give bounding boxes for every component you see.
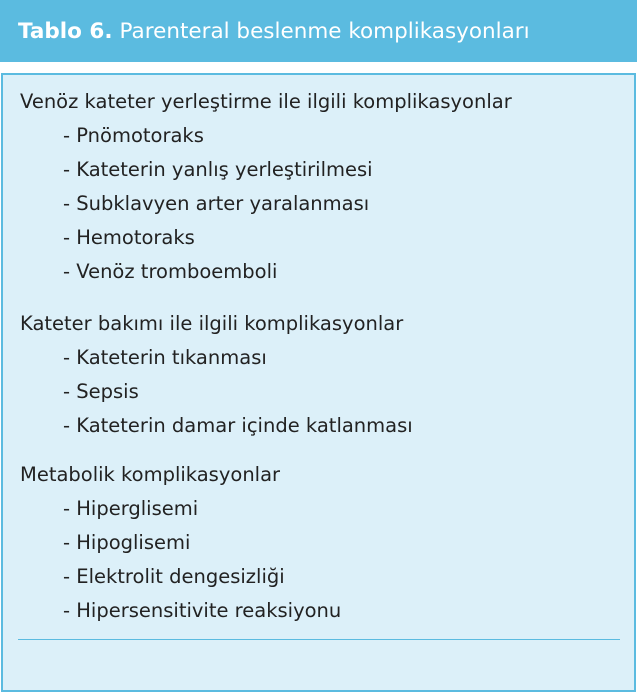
section-catheter-insertion [20,85,512,289]
list-item: - Kateterin tıkanması [20,341,413,375]
list-item: - Elektrolit dengesizliği [20,560,341,594]
list-item: - Venöz tromboemboli [20,255,512,289]
list-item: - Hemotoraks [20,221,512,255]
list-item: - Subklavyen arter yaralanması [20,187,512,221]
section-title: Kateter bakımı ile ilgili komplikasyonlar [20,312,404,335]
complication-list [20,492,341,628]
list-item: - Kateterin yanlış yerleştirilmesi [20,153,512,187]
list-item: - Hipersensitivite reaksiyonu [20,594,341,628]
section-metabolic [20,458,341,628]
list-item: - Hipoglisemi [20,526,341,560]
table-header [0,0,637,62]
list-item: - Kateterin damar içinde katlanması [20,409,413,443]
section-catheter-care [20,307,413,443]
table-title: Parenteral beslenme komplikasyonları [119,18,530,44]
list-item: - Hiperglisemi [20,492,341,526]
complication-list [20,341,413,443]
section-title: Venöz kateter yerleştirme ile ilgili komplikasyonlar [20,90,512,113]
complication-list [20,119,512,289]
list-item: - Sepsis [20,375,413,409]
table-label: Tablo 6. [18,18,113,44]
list-item: - Pnömotoraks [20,119,512,153]
section-title: Metabolik komplikasyonlar [20,463,281,486]
divider [18,639,620,640]
table-body [1,73,636,692]
